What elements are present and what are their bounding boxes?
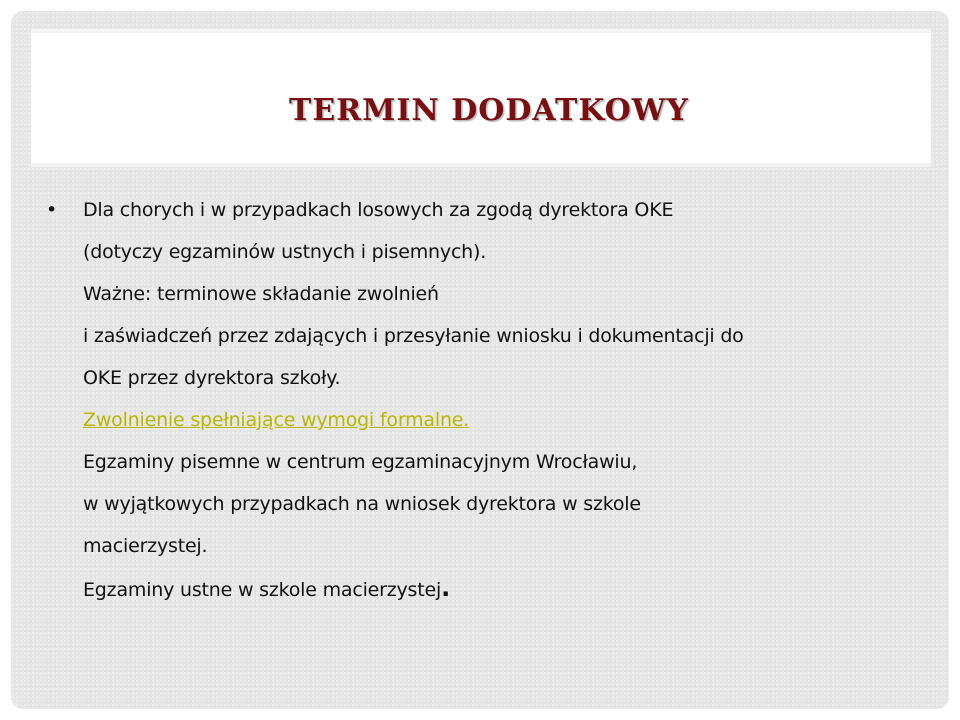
text-line-last: [83, 567, 943, 609]
title-box: [31, 29, 931, 167]
bullet-icon: •: [46, 199, 58, 221]
last-line-period: .: [441, 574, 450, 602]
bullet-text: [83, 189, 943, 609]
text-line: macierzystej.: [83, 535, 208, 557]
text-line: Dla chorych i w przypadkach losowych za zgodą dyrektora OKE: [83, 199, 674, 221]
text-line: Egzaminy pisemne w centrum egzaminacyjnym Wrocławiu,: [83, 451, 638, 473]
text-line: i zaświadczeń przez zdających i przesyłanie wniosku i dokumentacji do: [83, 325, 744, 347]
slide: [11, 11, 949, 709]
text-line: w wyjątkowych przypadkach na wniosek dyrektora w szkole: [83, 493, 641, 515]
text-line: Ważne: terminowe składanie zwolnień: [83, 283, 439, 305]
text-line: (dotyczy egzaminów ustnych i pisemnych).: [83, 241, 487, 263]
last-line-text: Egzaminy ustne w szkole macierzystej: [83, 579, 442, 601]
slide-title: TERMIN DODATKOWY: [289, 93, 689, 128]
text-line: OKE przez dyrektora szkoły.: [83, 367, 341, 389]
exemption-requirements-link[interactable]: Zwolnienie spełniające wymogi formalne.: [83, 409, 470, 431]
